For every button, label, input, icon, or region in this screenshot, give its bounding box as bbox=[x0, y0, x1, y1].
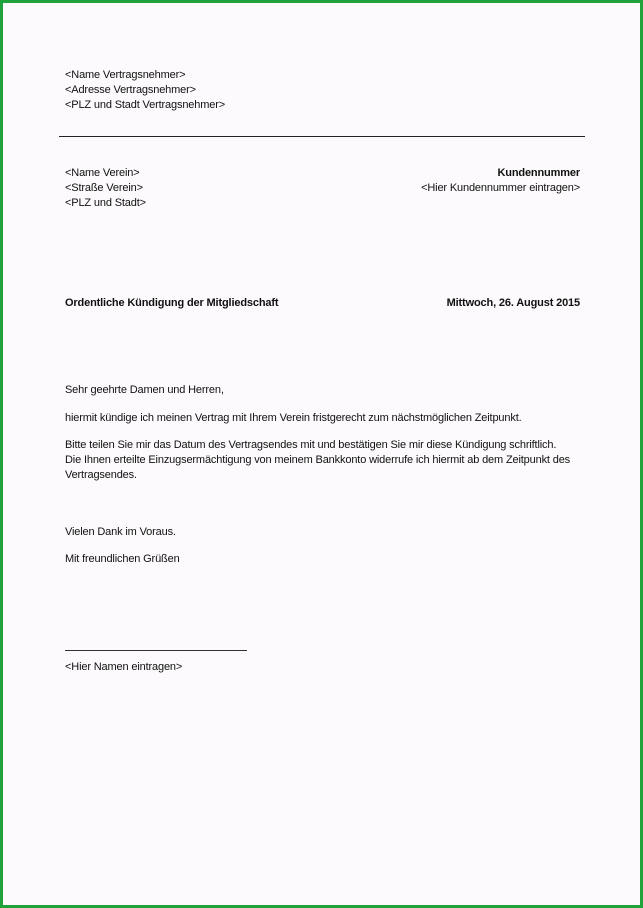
subject-title: Ordentliche Kündigung der Mitgliedschaft bbox=[65, 297, 279, 309]
paragraph-termination: hiermit kündige ich meinen Vertrag mit Ihrem Verein fristgerecht zum nächstmöglichen Zeitpunkt. bbox=[65, 412, 522, 424]
thanks-line: Vielen Dank im Voraus. bbox=[65, 526, 176, 538]
recipient-street: <Straße Verein> bbox=[65, 182, 143, 194]
recipient-address bbox=[65, 166, 146, 211]
salutation: Sehr geehrte Damen und Herren, bbox=[65, 384, 224, 396]
paragraph-request-line: Bitte teilen Sie mir das Datum des Vertragsendes mit und bestätigen Sie mir diese Kündigung schriftlich. bbox=[65, 439, 557, 451]
sender-name: <Name Vertragsnehmer> bbox=[65, 69, 186, 81]
recipient-name: <Name Verein> bbox=[65, 167, 140, 179]
sender-address bbox=[65, 68, 225, 113]
letter-date: Mittwoch, 26. August 2015 bbox=[446, 297, 580, 309]
signature-line bbox=[65, 650, 247, 651]
sender-city: <PLZ und Stadt Vertragsnehmer> bbox=[65, 99, 225, 111]
paragraph-request-line: Vertragsendes. bbox=[65, 469, 137, 481]
customer-number-block bbox=[421, 166, 580, 196]
paragraph-request-line: Die Ihnen erteilte Einzugsermächtigung von meinem Bankkonto widerrufe ich hiermit ab dem Zeitpunkt des bbox=[65, 454, 571, 466]
customer-number-value: <Hier Kundennummer eintragen> bbox=[421, 182, 580, 194]
customer-number-label: Kundennummer bbox=[497, 167, 580, 179]
closing-line: Mit freundlichen Grüßen bbox=[65, 553, 180, 565]
sender-street: <Adresse Vertragsnehmer> bbox=[65, 84, 196, 96]
paragraph-request bbox=[65, 438, 570, 483]
recipient-city: <PLZ und Stadt> bbox=[65, 197, 146, 209]
signature-name: <Hier Namen eintragen> bbox=[65, 661, 183, 673]
header-divider bbox=[59, 136, 585, 137]
